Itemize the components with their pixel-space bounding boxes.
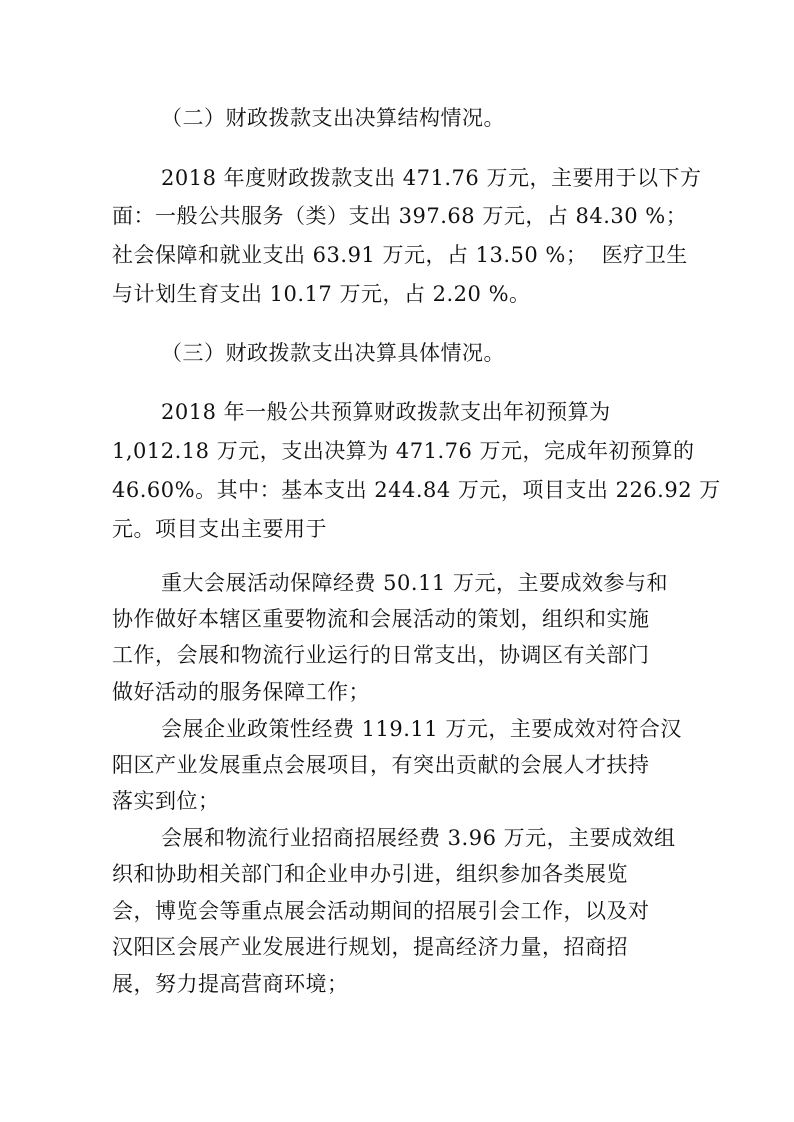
item-line: 织和协助相关部门和企业申办引进，组织参加各类展览 — [112, 862, 628, 886]
item-line: 会展和物流行业招商招展经费 3.96 万元，主要成效组 — [161, 826, 676, 850]
paragraph-line: 社会保障和就业支出 63.91 万元，占 13.50 %； 医疗卫生 — [112, 243, 688, 267]
item-line: 汉阳区会展产业发展进行规划，提高经济力量，招商招 — [112, 935, 628, 959]
paragraph-line: 面：一般公共服务（类）支出 397.68 万元，占 84.30 %； — [112, 204, 688, 228]
paragraph-line: 46.60%。其中：基本支出 244.84 万元，项目支出 226.92 万 — [112, 478, 721, 502]
item-line: 会展企业政策性经费 119.11 万元，主要成效对符合汉 — [161, 717, 682, 741]
section-heading-structure: （二）财政拨款支出决算结构情况。 — [161, 106, 505, 130]
item-line: 阳区产业发展重点会展项目，有突出贡献的会展人才扶持 — [112, 753, 650, 777]
item-line: 重大会展活动保障经费 50.11 万元，主要成效参与和 — [161, 571, 668, 595]
paragraph-line: 2018 年一般公共预算财政拨款支出年初预算为 — [161, 400, 611, 424]
item-line: 会，博览会等重点展会活动期间的招展引会工作，以及对 — [112, 899, 650, 923]
item-line: 工作，会展和物流行业运行的日常支出，协调区有关部门 — [112, 643, 650, 667]
item-line: 协作做好本辖区重要物流和会展活动的策划，组织和实施 — [112, 607, 650, 631]
item-line: 做好活动的服务保障工作； — [112, 680, 370, 704]
item-line: 展，努力提高营商环境； — [112, 972, 349, 996]
paragraph-line: 元。项目支出主要用于 — [112, 517, 327, 541]
paragraph-line: 与计划生育支出 10.17 万元，占 2.20 %。 — [112, 282, 531, 306]
paragraph-line: 1,012.18 万元，支出决算为 471.76 万元，完成年初预算的 — [112, 439, 695, 463]
item-line: 落实到位； — [112, 789, 220, 813]
section-heading-details: （三）财政拨款支出决算具体情况。 — [161, 341, 505, 365]
paragraph-line: 2018 年度财政拨款支出 471.76 万元，主要用于以下方 — [161, 166, 702, 190]
